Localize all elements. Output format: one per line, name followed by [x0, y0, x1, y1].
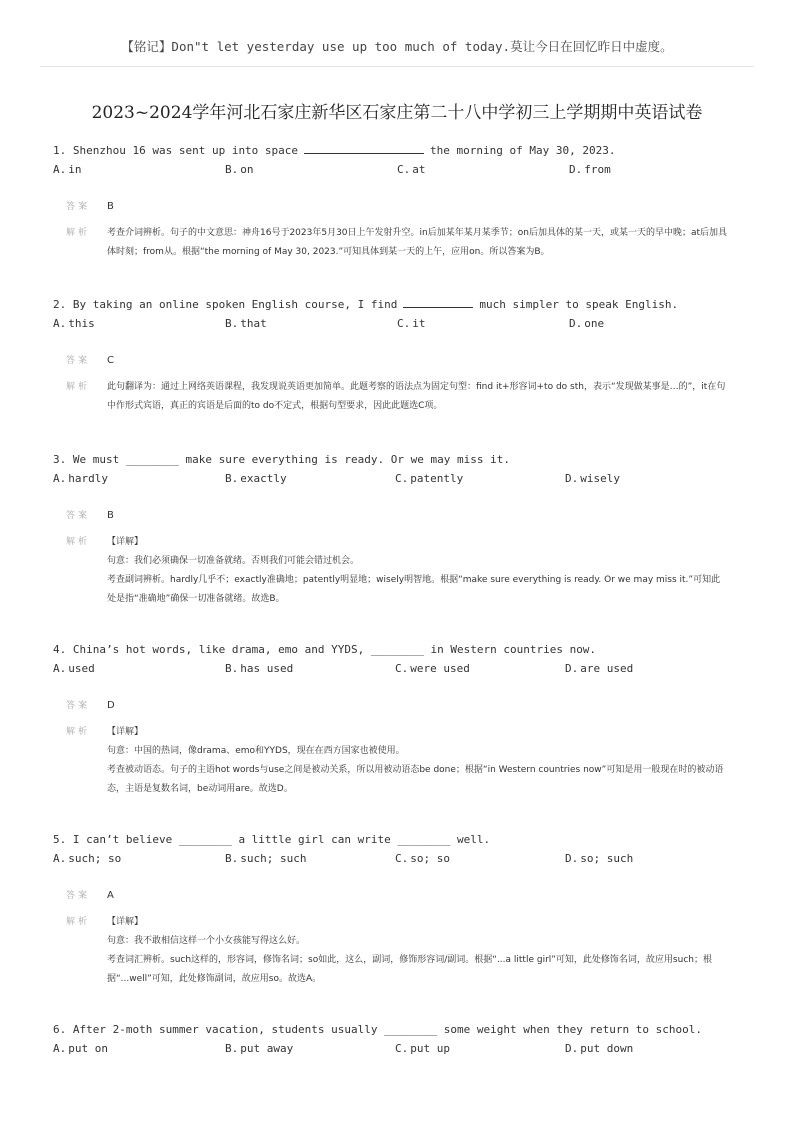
option-a[interactable]: A. this — [53, 317, 95, 330]
analysis-label: 解析 — [66, 382, 91, 392]
option-d[interactable]: D. put down — [565, 1042, 634, 1055]
page-motto: 【铭记】Don"t let yesterday use up too much of today.莫让今日在回忆昨日中虚度。 — [121, 39, 673, 54]
answer-row — [53, 198, 753, 216]
question-stem — [53, 296, 753, 314]
analysis-text: 【详解】 句意：中国的热词，像drama、emo和YYDS，现在在西方国家也被使用。 考查被动语态。句子的主语hot words与use之间是被动关系，所以用被动语态be done；根据“in Western countries now”可知是用一般现在时的被动语态，主语是复数名词，be动词用are。故选D。 — [107, 727, 724, 794]
question-6 — [53, 1021, 753, 1060]
option-a[interactable]: A. hardly — [53, 472, 108, 485]
stem-text: I can’t believe ________ a little girl can write ________ well. — [72, 833, 491, 846]
option-a[interactable]: A. used — [53, 662, 95, 675]
answer-label: 答案 — [66, 356, 91, 366]
answer-row — [53, 697, 753, 715]
answer-blank — [304, 142, 424, 154]
analysis-row — [53, 533, 753, 609]
option-b[interactable]: B. has used — [225, 662, 294, 675]
stem-text-before: Shenzhou 16 was sent up into space — [72, 144, 299, 157]
options-row — [53, 163, 753, 181]
question-stem — [53, 451, 753, 469]
question-number: 5. — [53, 833, 67, 846]
question-number: 3. — [53, 453, 67, 466]
option-d[interactable]: D. so; such — [565, 852, 634, 865]
analysis-label: 解析 — [66, 727, 91, 737]
exam-title: 2023~2024学年河北石家庄新华区石家庄第二十八中学初三上学期期中英语试卷 — [91, 103, 703, 123]
question-1 — [53, 142, 753, 262]
answer-row — [53, 507, 753, 525]
answer-blank — [403, 296, 473, 308]
option-c[interactable]: C. it — [397, 317, 426, 330]
question-2 — [53, 296, 753, 416]
question-number: 1. — [53, 144, 67, 157]
options-row — [53, 662, 753, 680]
answer-label: 答案 — [66, 701, 91, 711]
question-number: 2. — [53, 298, 67, 311]
option-d[interactable]: D. one — [569, 317, 605, 330]
analysis-label: 解析 — [66, 537, 91, 547]
question-number: 6. — [53, 1023, 67, 1036]
option-c[interactable]: C. were used — [395, 662, 470, 675]
option-b[interactable]: B. that — [225, 317, 267, 330]
answer-label: 答案 — [66, 511, 91, 521]
header-divider — [40, 66, 754, 67]
question-stem — [53, 1021, 753, 1039]
analysis-text: 考查介词辨析。句子的中文意思：神舟16号于2023年5月30日上午发射升空。in后加某年某月某季节；on后加具体的某一天，或某一天的早中晚；at后加具体时刻；from从。根据“the morning of May 30, 2023.”可知具体到某一天的上午，应用on。所以答案为B。 — [107, 228, 727, 257]
answer-label: 答案 — [66, 891, 91, 901]
question-stem — [53, 831, 753, 849]
answer-row — [53, 352, 753, 370]
analysis-text: 【详解】 句意：我们必须确保一切准备就绪。否则我们可能会错过机会。 考查副词辨析。hardly几乎不；exactly准确地；patently明显地；wisely明智地。根据“make sure everything is ready. Or we may miss it.”可知此处是指“准确地”确保一切准备就绪。故选B。 — [107, 537, 721, 604]
stem-text: After 2-moth summer vacation, students usually ________ some weight when they return to school. — [72, 1023, 703, 1036]
answer-value: D — [107, 700, 115, 711]
stem-text: China’s hot words, like drama, emo and YYDS, ________ in Western countries now. — [72, 643, 597, 656]
options-row — [53, 1042, 753, 1060]
answer-value: B — [107, 510, 114, 521]
stem-text-before: By taking an online spoken English course, I find — [72, 298, 398, 311]
analysis-label: 解析 — [66, 228, 91, 238]
analysis-row — [53, 224, 753, 262]
option-c[interactable]: C. so; so — [395, 852, 450, 865]
option-a[interactable]: A. put on — [53, 1042, 108, 1055]
stem-text-after: much simpler to speak English. — [479, 298, 679, 311]
question-5 — [53, 831, 753, 989]
answer-label: 答案 — [66, 202, 91, 212]
option-d[interactable]: D. wisely — [565, 472, 620, 485]
stem-text: We must ________ make sure everything is ready. Or we may miss it. — [72, 453, 510, 466]
option-b[interactable]: B. such; such — [225, 852, 307, 865]
answer-value: A — [107, 890, 114, 901]
option-b[interactable]: B. put away — [225, 1042, 294, 1055]
option-b[interactable]: B. exactly — [225, 472, 287, 485]
options-row — [53, 317, 753, 335]
option-c[interactable]: C. put up — [395, 1042, 450, 1055]
analysis-row — [53, 378, 753, 416]
question-stem — [53, 142, 753, 160]
option-b[interactable]: B. on — [225, 163, 254, 176]
question-4 — [53, 641, 753, 799]
option-c[interactable]: C. at — [397, 163, 426, 176]
question-stem — [53, 641, 753, 659]
options-row — [53, 852, 753, 870]
option-a[interactable]: A. in — [53, 163, 82, 176]
stem-text-after: the morning of May 30, 2023. — [430, 144, 616, 157]
answer-value: C — [107, 355, 114, 366]
analysis-text: 此句翻译为：通过上网络英语课程，我发现说英语更加简单。此题考察的语法点为固定句型：find it+形容词+to do sth，表示“发现做某事是…的”，it在句中作形式宾语，真正的宾语是后面的to do不定式，根据句型要求，因此此题选C项。 — [107, 382, 726, 411]
question-number: 4. — [53, 643, 67, 656]
analysis-row — [53, 913, 753, 989]
option-d[interactable]: D. from — [569, 163, 611, 176]
question-3 — [53, 451, 753, 609]
analysis-row — [53, 723, 753, 799]
option-d[interactable]: D. are used — [565, 662, 634, 675]
option-c[interactable]: C. patently — [395, 472, 464, 485]
options-row — [53, 472, 753, 490]
option-a[interactable]: A. such; so — [53, 852, 122, 865]
answer-value: B — [107, 201, 114, 212]
answer-row — [53, 887, 753, 905]
analysis-text: 【详解】 句意：我不敢相信这样一个小女孩能写得这么好。 考查词汇辨析。such这样的，形容词，修饰名词；so如此，这么，副词，修饰形容词/副词。根据“...a little girl”可知，此处修饰名词，故应用such；根据“...well”可知，此处修饰副词，故应用so。故选A。 — [107, 917, 712, 984]
analysis-label: 解析 — [66, 917, 91, 927]
